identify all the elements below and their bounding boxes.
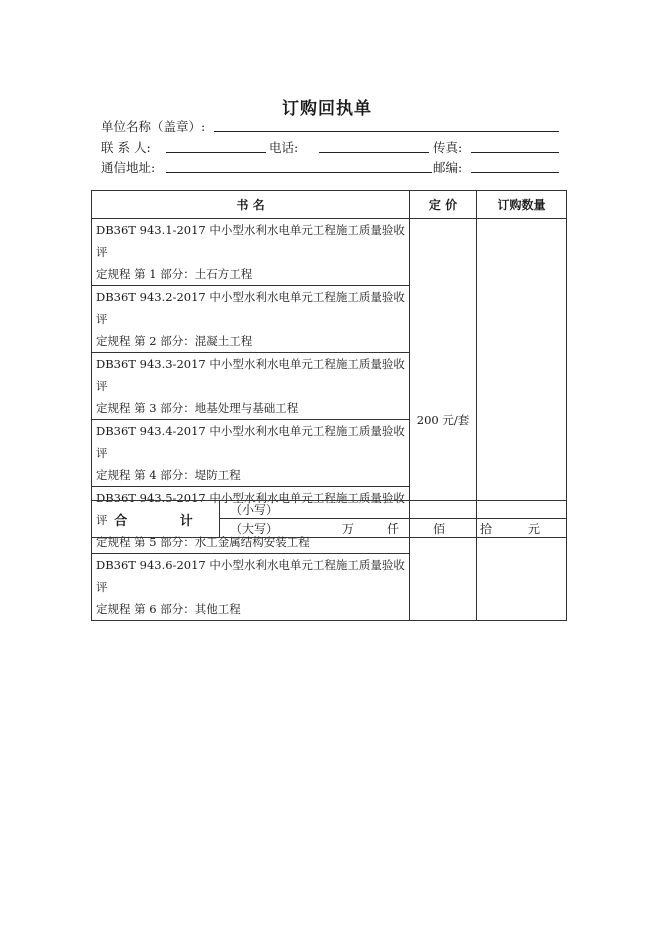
book-title-line1: DB36T 943.2-2017 中小型水利水电单元工程施工质量验收评: [96, 290, 405, 326]
quantity-cell[interactable]: [477, 219, 567, 621]
header-book-name: 书 名: [92, 191, 410, 219]
total-table: [91, 500, 567, 538]
page-title: 订购回执单: [282, 99, 372, 119]
postcode-field[interactable]: [471, 160, 559, 173]
contact-label: 联 系 人:: [101, 140, 151, 155]
contact-row: [101, 140, 561, 156]
book-title-line2: 定规程 第 1 部分：土石方工程: [96, 267, 253, 281]
address-label: 通信地址:: [101, 160, 156, 175]
book-title-line2: 定规程 第 6 部分：其他工程: [96, 602, 241, 616]
unit-qian: 仟: [387, 522, 400, 536]
total-label: 合 计: [92, 501, 220, 538]
book-title-line2: 定规程 第 4 部分：堤防工程: [96, 468, 241, 482]
total-uppercase-field[interactable]: [220, 519, 567, 538]
contact-field[interactable]: [166, 140, 266, 153]
unit-shi: 拾: [480, 522, 493, 536]
unit-name-label: 单位名称（盖章）:: [101, 119, 206, 134]
uppercase-label: （大写）: [230, 521, 279, 536]
postcode-label: 邮编:: [433, 160, 463, 175]
address-row: [101, 160, 561, 176]
total-lowercase-field[interactable]: [220, 501, 567, 519]
address-field[interactable]: [166, 160, 432, 173]
book-title-line1: DB36T 943.5-2017 中小型水利水电单元工程施工质量验收评: [96, 491, 405, 527]
book-title-line2: 定规程 第 3 部分：地基处理与基础工程: [96, 401, 299, 415]
book-name-cell: [92, 554, 410, 621]
unit-bai: 佰: [433, 522, 446, 536]
book-title-line1: DB36T 943.3-2017 中小型水利水电单元工程施工质量验收评: [96, 357, 405, 393]
unit-name-row: [101, 119, 561, 135]
book-name-cell: [92, 353, 410, 420]
fax-field[interactable]: [471, 140, 559, 153]
unit-yuan: 元: [528, 522, 541, 536]
book-name-cell: [92, 420, 410, 487]
unit-name-field[interactable]: [214, 119, 559, 132]
header-quantity: 订购数量: [477, 191, 567, 219]
book-title-line1: DB36T 943.4-2017 中小型水利水电单元工程施工质量验收评: [96, 424, 405, 460]
book-title-line1: DB36T 943.1-2017 中小型水利水电单元工程施工质量验收评: [96, 223, 405, 259]
book-title-line2: 定规程 第 2 部分：混凝土工程: [96, 334, 253, 348]
phone-label: 电话:: [269, 140, 299, 155]
book-name-cell: [92, 286, 410, 353]
header-price: 定 价: [410, 191, 477, 219]
table-header-row: [92, 191, 567, 219]
table-row: [92, 219, 567, 286]
total-lowercase-row: [92, 501, 567, 519]
unit-wan: 万: [342, 522, 355, 536]
price-cell: 200 元/套: [410, 219, 477, 621]
fax-label: 传真:: [433, 140, 463, 155]
order-table: [91, 190, 567, 621]
lowercase-label: （小写）: [230, 503, 279, 517]
book-title-line2: 定规程 第 5 部分：水工金属结构安装工程: [96, 535, 310, 549]
book-name-cell: [92, 219, 410, 286]
book-title-line1: DB36T 943.6-2017 中小型水利水电单元工程施工质量验收评: [96, 558, 405, 594]
phone-field[interactable]: [319, 140, 429, 153]
